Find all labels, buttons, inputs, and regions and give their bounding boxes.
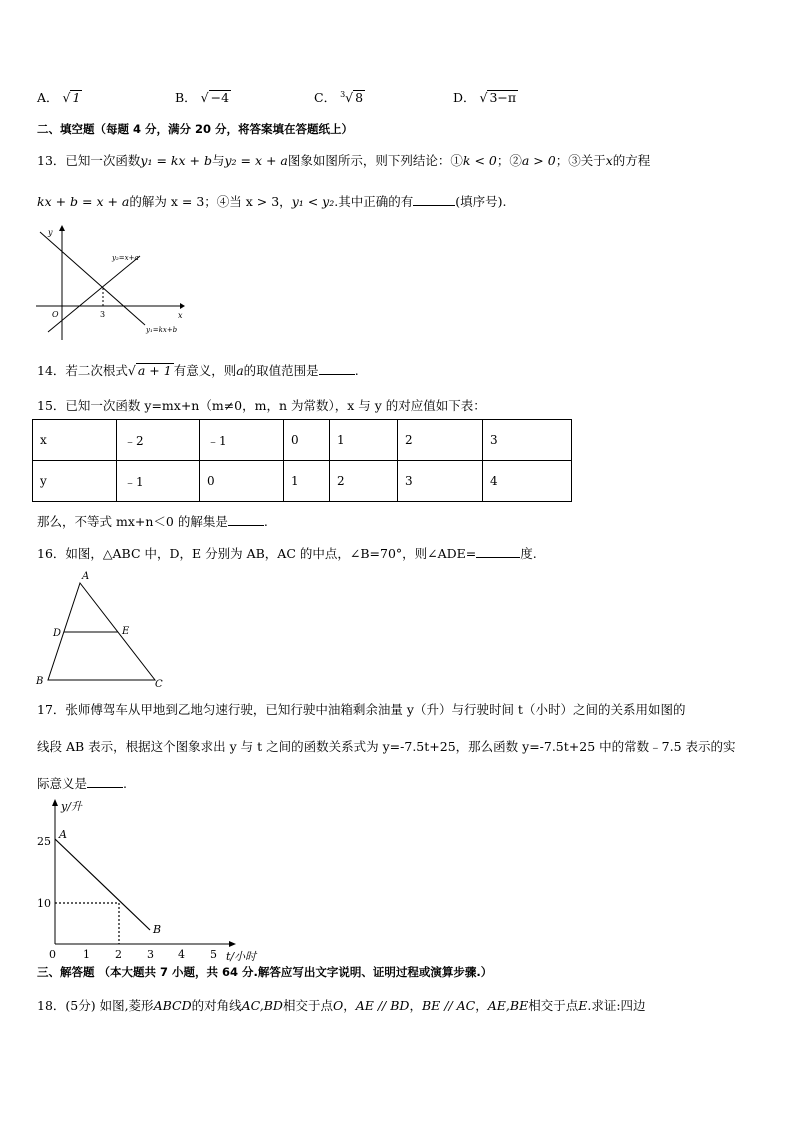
- q18-diagonals: AC,BD: [241, 998, 283, 1013]
- point-d: D: [53, 628, 62, 639]
- option-a-radicand: 1: [72, 90, 81, 105]
- q15-after-text: 那么，不等式 mx+n＜0 的解集是: [37, 514, 228, 529]
- option-b: B． √ −4: [175, 90, 230, 105]
- q15-x-header: x: [33, 420, 117, 461]
- q13-line2-label: y₂=x+a: [112, 254, 139, 262]
- option-b-radicand: −4: [210, 90, 230, 105]
- q13-number: 13．已知一次函数: [37, 153, 141, 168]
- q18-t3: ，: [343, 998, 356, 1013]
- q17-x-tick-4: 4: [178, 948, 185, 961]
- q17-line2: 线段 AB 表示，根据这个图象求出 y 与 t 之间的函数关系式为 y=-7.5t+25，那么函数 y=-7.5t+25 中的常数﹣7.5 表示的实: [37, 739, 736, 754]
- q14-mid: 有意义，则: [173, 363, 237, 378]
- q13-line2: [37, 192, 506, 210]
- q15-end: .: [263, 514, 268, 529]
- q18-point-e: E: [578, 998, 588, 1013]
- segment-ab: [55, 839, 150, 930]
- q13-expr2: y₂ = x + a: [224, 153, 288, 168]
- q13-mid2: 图象如图所示，则下列结论：①: [287, 153, 463, 168]
- q15-y-cell: 1: [284, 461, 330, 502]
- q18-parallel-2: BE // AC: [421, 998, 476, 1013]
- q16-answer-blank: [476, 545, 520, 558]
- q15-y-cell: 0: [200, 461, 284, 502]
- q13-origin: O: [52, 310, 59, 319]
- q13-sep2: ；③关于: [555, 153, 606, 168]
- vertex-a: A: [82, 571, 90, 582]
- q17-y-axis-arrow: [52, 799, 58, 806]
- q16-triangle: [30, 566, 170, 690]
- q17-point-a: A: [59, 828, 67, 841]
- q13-tail1: 的方程: [612, 153, 651, 168]
- option-b-label: B．: [175, 90, 197, 105]
- q18-ae-be: AE,BE: [487, 998, 529, 1013]
- q13-sep1: ；②: [496, 153, 522, 168]
- q13-equation: kx + b = x + a: [37, 194, 130, 209]
- option-d-radicand: 3−π: [489, 90, 517, 105]
- q15-table: [32, 419, 572, 502]
- q15-x-cell: ﹣2: [117, 420, 200, 461]
- q18-t2: 相交于点: [282, 998, 333, 1013]
- q17-y-tick-25: 25: [37, 835, 51, 848]
- q18-t6: 相交于点: [528, 998, 579, 1013]
- q14-var: a: [236, 363, 244, 378]
- q13-line1: [37, 151, 650, 169]
- option-c-index: 3: [340, 89, 346, 99]
- q17-answer-blank: [87, 775, 123, 788]
- option-a-label: A．: [37, 90, 59, 105]
- q15-y-cell: 4: [483, 461, 572, 502]
- q18-rhombus: ABCD: [153, 998, 192, 1013]
- q18-t1: 的对角线: [191, 998, 242, 1013]
- q17-end: .: [123, 776, 127, 791]
- q13-answer-blank: [413, 193, 455, 206]
- q17-graph: [30, 796, 270, 964]
- q18-pre: 18．(5分) 如图,菱形: [37, 998, 154, 1013]
- option-c-radicand: 8: [355, 90, 364, 105]
- q18-t7: .求证:四边: [587, 998, 646, 1013]
- q15-after: [37, 512, 268, 530]
- q13-solution: 的解为 x = 3；④当 x > 3，: [129, 194, 292, 209]
- q18-t4: ，: [409, 998, 422, 1013]
- table-row: [33, 420, 572, 461]
- q13-x-label: x: [178, 311, 183, 320]
- q14-answer-blank: [319, 362, 355, 375]
- q13-graph: [30, 222, 200, 340]
- table-row: [33, 461, 572, 502]
- q15-y-cell: ﹣1: [117, 461, 200, 502]
- q17-y-tick-10: 10: [37, 897, 51, 910]
- q13-line1-label: y₁=kx+b: [146, 326, 178, 334]
- q13-y-label: y: [48, 228, 53, 237]
- q13-inequality: y₁ < y₂: [291, 194, 335, 209]
- q16-line: [37, 544, 537, 562]
- option-c: C． $^3$√ 8: [314, 89, 364, 105]
- point-e: E: [122, 626, 130, 637]
- q18-line1: [37, 996, 646, 1014]
- q17-x-axis-label: t/小时: [226, 950, 257, 963]
- q15-x-cell: 1: [330, 420, 398, 461]
- q17-x-tick-0: 0: [49, 948, 56, 961]
- q13-var-x: x: [605, 153, 613, 168]
- q15-x-cell: 2: [398, 420, 483, 461]
- q13-tail3: (填序号).: [455, 194, 507, 209]
- q17-y-axis-label: y/升: [61, 800, 82, 813]
- q13-tick-3: 3: [100, 310, 106, 319]
- q17-point-b: B: [153, 923, 162, 936]
- q15-y-cell: 2: [330, 461, 398, 502]
- option-c-label: C．: [314, 90, 337, 105]
- q17-x-tick-3: 3: [147, 948, 154, 961]
- q13-expr1: y₁ = kx + b: [140, 153, 212, 168]
- q14-pre: 14．若二次根式: [37, 363, 128, 378]
- q17-line3: [37, 774, 127, 792]
- q18-parallel-1: AE // BD: [355, 998, 410, 1013]
- q14-end: .: [354, 363, 359, 378]
- q14-line: 14．若二次根式√ a + 1 有意义，则a的取值范围是 .: [37, 363, 359, 378]
- q18-t5: ，: [475, 998, 488, 1013]
- q13-conclusion-2: a > 0: [521, 153, 556, 168]
- q15-x-cell: ﹣1: [200, 420, 284, 461]
- q17-x-axis-arrow: [229, 941, 236, 947]
- q15-answer-blank: [228, 513, 264, 526]
- q17-line1: 17．张师傅驾车从甲地到乙地匀速行驶，已知行驶中油箱剩余油量 y（升）与行驶时间 t（小时）之间的关系用如图的: [37, 702, 686, 717]
- q16-end: 度.: [520, 546, 537, 561]
- q17-x-tick-1: 1: [83, 948, 90, 961]
- option-a: A． √ 1: [37, 90, 81, 105]
- q17-x-tick-5: 5: [210, 948, 217, 961]
- q13-conclusion-1: k < 0: [462, 153, 497, 168]
- q18-point-o: O: [332, 998, 344, 1013]
- q15-x-cell: 0: [284, 420, 330, 461]
- q14-radicand: a + 1: [137, 363, 172, 378]
- q15-x-cell: 3: [483, 420, 572, 461]
- vertex-c: C: [155, 679, 163, 690]
- q13-tail2: .其中正确的有: [334, 194, 414, 209]
- q14-post: 的取值范围是: [243, 363, 319, 378]
- q13-x-axis-arrow: [180, 303, 185, 309]
- q17-line3-text: 际意义是: [37, 776, 88, 791]
- q15-text: 15．已知一次函数 y=mx+n（m≠0，m，n 为常数），x 与 y 的对应值如下表：: [37, 398, 486, 413]
- q15-y-header: y: [33, 461, 117, 502]
- q15-y-cell: 3: [398, 461, 483, 502]
- q16-text: 16．如图，△ABC 中，D，E 分别为 AB，AC 的中点，∠B=70°，则∠ADE=: [37, 546, 477, 561]
- option-d: D． √ 3−π: [453, 90, 517, 105]
- vertex-b: B: [36, 676, 44, 687]
- option-d-label: D．: [453, 90, 476, 105]
- section-3-title: 三、解答题 （本大题共 7 小题，共 64 分.解答应写出文字说明、证明过程或演算步骤.）: [37, 965, 493, 979]
- q13-y-axis-arrow: [59, 225, 65, 231]
- section-2-title: 二、填空题（每题 4 分，满分 20 分，将答案填在答题纸上）: [37, 122, 354, 136]
- q13-mid1: 与: [211, 153, 225, 168]
- q17-x-tick-2: 2: [115, 948, 122, 961]
